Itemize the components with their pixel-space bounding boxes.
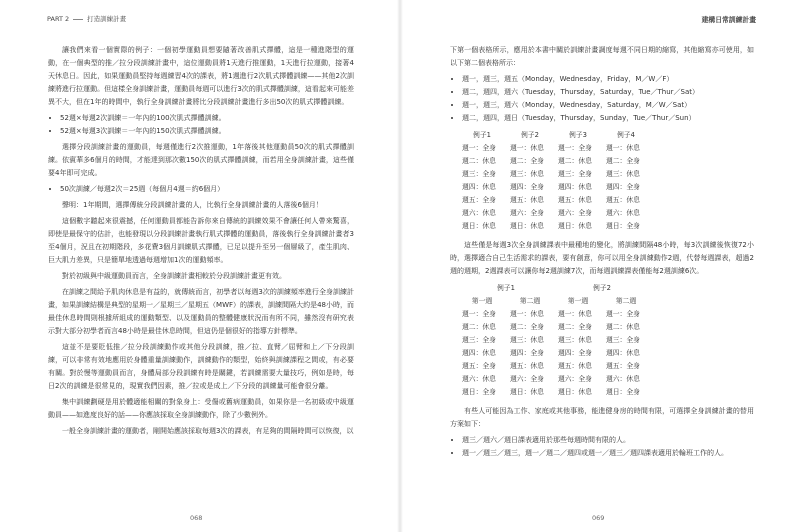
part-label: PART 2 bbox=[47, 15, 70, 23]
left-body bbox=[48, 44, 354, 441]
left-bullets-a bbox=[48, 112, 354, 138]
table-cell: 週二：全身 bbox=[557, 323, 592, 331]
table-row bbox=[458, 155, 650, 168]
table-row bbox=[458, 373, 650, 386]
table-row bbox=[458, 360, 650, 373]
table-cell: 週日：全身 bbox=[462, 388, 496, 396]
table-cell: 週四：全身 bbox=[509, 183, 544, 191]
table-row bbox=[458, 308, 650, 321]
table-cell: 週六：全身 bbox=[557, 209, 592, 217]
schedule-table-weekly bbox=[458, 129, 650, 233]
table-cell: 週一：全身 bbox=[462, 310, 496, 318]
table-row bbox=[458, 321, 650, 334]
right-intro: 下第一個表格所示，應用於本書中關於訓練計畫調度每週不同日期的縮寫，其他縮寫亦可使用，如以下第二個表格所示： bbox=[450, 46, 754, 67]
table-cell: 週三：全身 bbox=[462, 170, 496, 178]
left-paragraphs-b bbox=[48, 141, 354, 180]
bullet-item: • 52週×每週3次訓練＝一年內的150次肌式擇體訓練。 bbox=[60, 125, 354, 138]
left-page-number: 068 bbox=[190, 514, 203, 522]
table-cell: 週五：休息 bbox=[509, 196, 544, 204]
bullet-item: • 週三／週六／週日課表適用於那些每週時間有限的人。 bbox=[462, 434, 754, 447]
table-cell: 週六：全身 bbox=[509, 209, 544, 217]
table-cell: 週一：休息 bbox=[509, 310, 544, 318]
table-header: 例子2 bbox=[521, 131, 539, 139]
table-cell: 週三：全身 bbox=[605, 336, 640, 344]
table-row bbox=[458, 220, 650, 233]
table-header: 例子1 bbox=[473, 131, 491, 139]
table-week-header: 第一週 bbox=[471, 297, 493, 305]
bullet-item: • 週一／週三／週三，週一／週二／週四或週一／週三／週四課表適用於輪班工作的人。 bbox=[462, 447, 754, 460]
table-cell: 週二：休息 bbox=[462, 157, 496, 165]
bullet-item: • 週一，週三，週六（Monday，Wednesday，Saturday，M／W／Sat） bbox=[462, 99, 754, 112]
table-cell: 週四：休息 bbox=[462, 183, 496, 191]
table-row bbox=[458, 347, 650, 360]
table-cell: 週日：休息 bbox=[509, 388, 544, 396]
alternative-schedule-list bbox=[450, 434, 754, 460]
right-body bbox=[450, 44, 754, 463]
table-cell: 週一：全身 bbox=[462, 144, 496, 152]
table-cell: 週日：休息 bbox=[462, 222, 496, 230]
table-cell: 週日：全身 bbox=[605, 388, 640, 396]
header-rule bbox=[73, 19, 83, 20]
paragraph: 這並不是要貶低推／拉分段訓練動作或其他分段訓練，推／拉、直臂／屈臂和上／下分段訓練，可以非常有效地應用於身體重量訓練動作，訓練動作的類型，始終與訓練課程之間或，有必要有關。對於慢等運動員而言，身體局部分段訓練有時是關鍵，若訓練需要大量技巧，例如是時，每日2次的訓練是很常見的，現實我們因素，推／拉或是成上／下分段的訓練量可能會很分離。 bbox=[48, 343, 354, 390]
table-cell: 週三：全身 bbox=[557, 170, 592, 178]
paragraph: 讓我們來看一個實際的例子：一個初學運動員想要隨著改善肌式擇體，這是一種進階型的運動，在一個典型的推／拉分段訓練計畫中，這位運動員將1天進行推運動，1天進行拉運動，接著4天休息日。因此，如果運動員堅持每週練習4次的課表，將1週進行2次肌式擇體訓練——其他2次訓練將進行拉運動。但這樣全身訓練計畫，運動員每週可以進行3次的肌式擇體訓練，這看起來可能差異不大，但在1年的時間中，執行全身訓練計畫將比分段訓練計畫進行多出50次的肌式擇體訓練。 bbox=[48, 46, 354, 106]
table-cell: 週三：休息 bbox=[509, 336, 544, 344]
table-cell: 週六：休息 bbox=[462, 209, 496, 217]
table-cell: 週五：全身 bbox=[605, 362, 640, 370]
right-page-number: 069 bbox=[592, 514, 605, 522]
table-cell: 週六：休息 bbox=[462, 375, 496, 383]
table-row bbox=[458, 334, 650, 347]
left-bullets-b bbox=[48, 183, 354, 196]
table-cell: 週六：全身 bbox=[557, 375, 592, 383]
table-cell: 週四：全身 bbox=[605, 183, 640, 191]
table-week-header: 第一週 bbox=[567, 297, 589, 305]
table-cell: 週四：全身 bbox=[509, 349, 544, 357]
right-mid-paragraph: 這些僅是每週3次全身訓練課表中最種地的變化，將訓練間隔48小時，每3次訓練後恢復72小時，選擇適合自己生活需求的課表，要有創意，你可以用全身訓練動作2週，代替每週課表，超過2週的週期，2週課表可以讓你每2週訓練7次，而每週訓練課表僅能每2週訓練6次。 bbox=[450, 241, 754, 275]
table-cell: 週一：休息 bbox=[557, 310, 592, 318]
bullet-item: • 52週×每週2次訓練＝一年內的100次肌式擇體訓練。 bbox=[60, 112, 354, 125]
table-cell: 週三：休息 bbox=[557, 336, 592, 344]
table-cell: 週二：全身 bbox=[509, 323, 544, 331]
table-cell: 週日：休息 bbox=[557, 388, 592, 396]
left-paragraphs-c bbox=[48, 199, 354, 438]
table-cell: 週二：休息 bbox=[557, 157, 592, 165]
table-cell: 週一：休息 bbox=[605, 144, 640, 152]
table-cell: 週六：休息 bbox=[605, 209, 640, 217]
table-cell: 週四：休息 bbox=[557, 183, 592, 191]
table-header: 例子4 bbox=[616, 131, 635, 139]
table-row bbox=[458, 194, 650, 207]
table-cell: 週三：休息 bbox=[605, 170, 640, 178]
paragraph: 聲明：1年期間，選擇傳統分段訓練計畫的人，比執行全身訓練計畫的人落後6個月！ bbox=[62, 201, 323, 209]
table-cell: 週日：休息 bbox=[509, 222, 544, 230]
table-cell: 週五：全身 bbox=[462, 196, 496, 204]
table-header: 例子3 bbox=[569, 131, 587, 139]
table-row bbox=[458, 142, 650, 155]
table-cell: 週五：休息 bbox=[509, 362, 544, 370]
right-running-header: 建構日常訓練計畫 bbox=[701, 16, 756, 24]
table-cell: 週六：全身 bbox=[509, 375, 544, 383]
bullet-item: • 週二，週四，週日（Tuesday，Thursday，Sunday，Tue／Thur／Sun） bbox=[462, 112, 754, 125]
table-cell: 週一：全身 bbox=[557, 144, 592, 152]
table-cell: 週二：全身 bbox=[605, 157, 640, 165]
right-page bbox=[400, 0, 800, 532]
table-row bbox=[458, 181, 650, 194]
paragraph: 選擇分段訓練計畫的運動員，每週僅進行2次推運動，1年落後其他運動員50次的肌式擇體訓練。依賓華多6個月的時間，才能達到那次數150次的肌式擇體訓練，而若用全身訓練計畫，這些僅要4年即可完成。 bbox=[48, 143, 354, 177]
table-cell: 週二：全身 bbox=[509, 157, 544, 165]
table-week-header: 第二週 bbox=[519, 297, 541, 305]
table-week-header: 第二週 bbox=[615, 297, 637, 305]
paragraph: 對於初級與中級運動員而言，全身訓練計畫相較於分段訓練計畫更有效。 bbox=[62, 272, 286, 280]
paragraph: 這個數字聽起來很震撼，任何運動員都能告訴你來自傳統的訓練效果不會讓任何人帶來驚喜，即使是最保守的估計，也能發現以分段訓練計畫執行肌式擇體的運動員，落後執行全身訓練計畫者3至4個月，況且在初期階段，多花費3個月訓練肌式擇體，已足以提升至另一個層級了，產生肌肉、巨大肌力差異，只是簡單地透過每週增加1次的運動頻率。 bbox=[48, 217, 354, 264]
bullet-item: • 週一，週三，週五（Monday，Wednesday，Friday，M／W／F） bbox=[462, 73, 754, 86]
table-row bbox=[458, 168, 650, 181]
paragraph: 集中訓練劃硬是用於體適能相關的對象身上：受傷或舊病運動員，如果你是一名初級或中級運動員——如進度良好的話——你應該採取全身訓練動作，除了少數例外。 bbox=[48, 398, 354, 419]
table-cell: 週五：休息 bbox=[605, 196, 640, 204]
table-cell: 週四：全身 bbox=[557, 349, 592, 357]
table-cell: 週四：休息 bbox=[462, 349, 496, 357]
schedule-table-biweekly bbox=[458, 282, 650, 399]
table-cell: 週三：全身 bbox=[462, 336, 496, 344]
bullet-item: • 週二，週四，週六（Tuesday，Thursday，Saturday，Tue／Thur／Sat） bbox=[462, 86, 754, 99]
table-cell: 週日：全身 bbox=[605, 222, 640, 230]
table-cell: 週二：休息 bbox=[605, 323, 640, 331]
table-group-header: 例子1 bbox=[497, 284, 515, 292]
table-cell: 週五：休息 bbox=[557, 196, 592, 204]
left-running-header bbox=[47, 14, 126, 23]
day-abbreviation-list bbox=[450, 73, 754, 125]
right-outro: 有些人可能因為工作、家庭或其他事務，能進健身房的時間有限，可選擇全身訓練計畫的替用方案如下： bbox=[450, 407, 754, 428]
left-paragraphs-a bbox=[48, 44, 354, 109]
table-cell: 週一：全身 bbox=[605, 310, 640, 318]
table-cell: 週一：休息 bbox=[509, 144, 544, 152]
table-cell: 週五：全身 bbox=[462, 362, 496, 370]
bullet-item: • 50次訓練／每週2次＝25週（每個月4週＝約6個月） bbox=[60, 183, 354, 196]
part-title: 打造訓練計畫 bbox=[87, 15, 127, 23]
table-cell: 週二：休息 bbox=[462, 323, 496, 331]
table-row bbox=[458, 386, 650, 399]
table-cell: 週日：休息 bbox=[557, 222, 592, 230]
table-cell: 週五：休息 bbox=[557, 362, 592, 370]
table-cell: 週四：休息 bbox=[605, 349, 640, 357]
table-row bbox=[458, 207, 650, 220]
paragraph: 在訓練之間給予肌肉休息是有益的，就傳統而言，初學者以每週3次的訓練頻率進行全身訓練計畫，如果訓練結構是典型的星期一／星期三／星期五（MWF）的課表，訓練間隔大約是48小時，而最佳休息時間則根據所組成的運動類型、以及運動員的整體健康狀況而有所不同，雖然沒有研究表示對大部分初學者而言48小時是最佳休息時間，但這仍是個很好的指導方針標準。 bbox=[48, 288, 354, 335]
table-cell: 週三：休息 bbox=[509, 170, 544, 178]
paragraph: 一般全身訓練計畫的運動者，剛開始應該採取每週3次的課表，有足夠的間隔時間可以恢復，以 bbox=[62, 427, 354, 435]
table-group-header: 例子2 bbox=[592, 284, 611, 292]
table-cell: 週六：休息 bbox=[605, 375, 640, 383]
